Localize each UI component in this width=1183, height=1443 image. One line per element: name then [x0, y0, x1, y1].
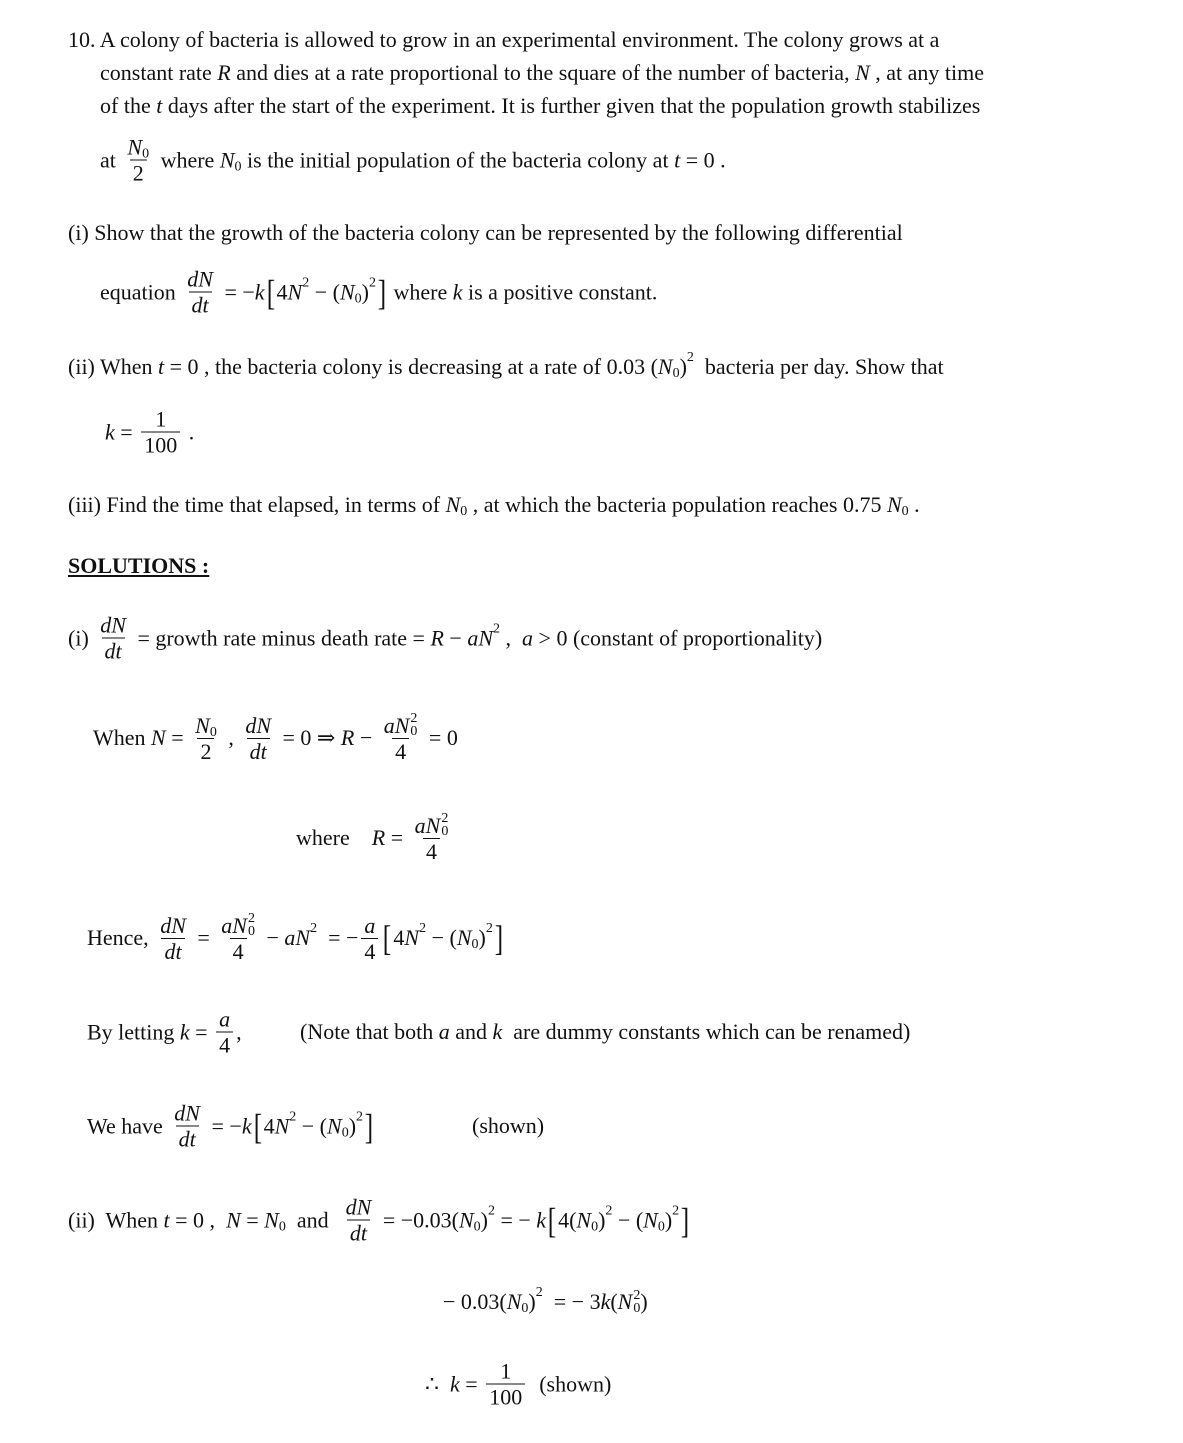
math-variable: aN: [467, 625, 494, 650]
math-variable: aN: [383, 712, 410, 738]
text-run: Hence,: [87, 925, 155, 950]
solution-note: [300, 1019, 910, 1045]
math-variable: k: [536, 1207, 547, 1232]
math-variable: k: [450, 1371, 460, 1396]
text-run: (shown): [472, 1113, 545, 1138]
text-run: = 0 .: [680, 147, 726, 172]
part-i-question: [68, 220, 903, 246]
superscript: 2: [441, 811, 449, 826]
text-run: = −: [205, 1113, 242, 1138]
part-iii-question: [68, 492, 920, 518]
text-run: 4: [276, 279, 288, 304]
text-run: 4: [263, 1113, 275, 1138]
text-run: =: [459, 1371, 484, 1396]
math-variable: dt: [191, 292, 209, 318]
text-run: .: [183, 419, 195, 444]
math-variable: R: [217, 60, 231, 85]
bracket: ]: [494, 918, 504, 958]
text-run: −: [354, 725, 378, 750]
text-run: 10. A colony of bacteria is allowed to grow in an experimental environment. The colony grows at a: [68, 27, 940, 52]
shown-label: [472, 1113, 544, 1139]
solution-line: [425, 1359, 611, 1410]
denominator: [247, 738, 270, 764]
math-variable: aN: [284, 925, 311, 950]
math-variable: R: [430, 625, 444, 650]
numerator: [124, 135, 152, 160]
math-variable: k: [600, 1289, 611, 1314]
superscript: 2: [686, 350, 694, 365]
text-run: and: [285, 1207, 340, 1232]
solution-line: [296, 812, 454, 864]
fraction: [381, 712, 421, 764]
text-run: ): [361, 279, 369, 304]
text-run: =: [114, 419, 139, 444]
superscript: 2: [310, 921, 318, 936]
text-run: = 0 ⇒: [277, 725, 341, 750]
denominator: [423, 838, 440, 864]
math-variable: N: [576, 1207, 592, 1232]
fraction: [141, 407, 180, 458]
solution-line: [68, 613, 822, 664]
part-ii-question: [68, 350, 944, 381]
sub-superscript: [248, 912, 255, 938]
math-variable: a: [364, 912, 376, 938]
numerator: [497, 1359, 514, 1384]
math-variable: dt: [104, 638, 122, 664]
math-variable: dt: [349, 1220, 368, 1246]
math-variable: dt: [178, 1126, 196, 1152]
text-run: days after the start of the experiment. It is further given that the population growth stabilizes: [162, 93, 981, 118]
math-variable: t: [674, 147, 681, 172]
math-variable: N: [855, 60, 870, 85]
part-ii-k-value: [105, 407, 194, 458]
text-run: , at any time: [869, 60, 985, 85]
superscript: 2: [302, 275, 310, 290]
math-variable: N: [127, 134, 143, 160]
subscript: 0: [341, 1125, 349, 1140]
question-line: [100, 135, 726, 186]
numerator: [157, 913, 189, 938]
text-run: (i): [68, 625, 95, 650]
superscript: 2: [419, 921, 427, 936]
math-variable: N: [219, 147, 235, 172]
text-run: (iii) Find the time that elapsed, in terms of: [68, 492, 446, 517]
fraction: [171, 1101, 203, 1152]
math-variable: N: [274, 1113, 290, 1138]
fraction: [412, 812, 452, 864]
superscript: 2: [356, 1109, 364, 1124]
superscript: 2: [493, 621, 501, 636]
denominator: [161, 938, 184, 964]
math-variable: N: [327, 1113, 342, 1138]
subscript: 0: [142, 146, 150, 162]
math-variable: N: [226, 1207, 241, 1232]
text-run: equation: [100, 279, 182, 304]
superscript: 2: [672, 1203, 680, 1218]
math-variable: aN: [414, 812, 441, 838]
superscript: 2: [410, 711, 418, 726]
math-variable: N: [404, 925, 420, 950]
fraction: [486, 1359, 525, 1410]
math-variable: R: [340, 725, 355, 750]
subscript: 0: [247, 924, 255, 939]
text-run: = 0 ,: [169, 1207, 227, 1232]
text-run: (i) Show that the growth of the bacteria colony can be represented by the following differential: [68, 220, 903, 245]
text-run: ): [480, 1207, 488, 1232]
numerator: [97, 613, 129, 638]
part-i-equation: [100, 267, 657, 318]
question-line: [100, 60, 984, 86]
math-variable: a: [219, 1006, 231, 1032]
subscript: 0: [471, 937, 479, 952]
numerator: [343, 1195, 375, 1220]
bracket: [: [253, 1106, 262, 1146]
numerator: [192, 713, 220, 738]
numerator: [242, 713, 274, 738]
subscript: 0: [410, 724, 418, 739]
fraction: [218, 912, 258, 964]
superscript: 2: [247, 911, 255, 926]
text-run: constant rate: [100, 60, 218, 85]
denominator: [176, 1126, 199, 1152]
text-run: − 0.03(: [443, 1289, 507, 1314]
sub-superscript: [633, 1289, 640, 1315]
bracket: [: [547, 1200, 557, 1240]
text-run: − (: [426, 925, 457, 950]
solution-line: [68, 1195, 691, 1246]
text-run: = −: [218, 279, 255, 304]
solution-line: [443, 1285, 648, 1316]
solutions-heading: SOLUTIONS :: [68, 553, 210, 578]
text-run: =: [385, 825, 409, 850]
text-run: 1: [500, 1358, 512, 1384]
question-line: [68, 27, 939, 53]
math-variable: a: [438, 1019, 450, 1044]
text-run: .: [908, 492, 920, 517]
math-variable: N: [506, 1289, 522, 1314]
numerator: [412, 812, 452, 838]
text-run: = −: [494, 1207, 537, 1232]
text-run: ,: [236, 1019, 242, 1044]
text-run: (Note that both: [300, 1019, 439, 1044]
bracket: ]: [377, 272, 387, 312]
fraction: [343, 1195, 375, 1246]
text-run: , at which the bacteria population reaches 0.75: [467, 492, 887, 517]
denominator: [141, 432, 180, 458]
text-run: By letting: [87, 1019, 180, 1044]
math-variable: N: [287, 279, 303, 304]
text-run: ,: [222, 725, 240, 750]
numerator: [218, 912, 258, 938]
subscript: 0: [521, 1301, 529, 1316]
text-run: 4(: [558, 1207, 577, 1232]
superscript: 2: [633, 1288, 641, 1303]
math-variable: N: [643, 1207, 658, 1232]
denominator: [361, 938, 378, 964]
text-run: = 0: [423, 725, 458, 750]
text-run: 4: [219, 1032, 231, 1058]
fraction: [361, 913, 378, 964]
text-run: is a positive constant.: [462, 279, 658, 304]
text-run: of the: [100, 93, 157, 118]
text-run: ,: [500, 625, 523, 650]
text-run: ): [664, 1207, 673, 1232]
text-run: are dummy constants which can be renamed): [502, 1019, 911, 1044]
question-line: [100, 93, 980, 119]
solution-line: [87, 1007, 242, 1058]
math-variable: N: [195, 712, 210, 738]
denominator: [216, 1032, 233, 1058]
fraction: [216, 1007, 233, 1058]
text-run: = − 3: [542, 1289, 601, 1314]
text-run: ): [640, 1289, 648, 1314]
text-run: (: [610, 1289, 618, 1314]
text-run: 100: [489, 1384, 523, 1410]
numerator: [152, 407, 169, 432]
math-variable: dN: [160, 912, 186, 938]
math-variable: N: [617, 1289, 633, 1314]
fraction: [157, 913, 189, 964]
text-run: ): [598, 1207, 606, 1232]
math-variable: dt: [249, 738, 267, 764]
text-run: 1: [155, 406, 167, 432]
text-run: − (: [296, 1113, 327, 1138]
text-run: 4: [364, 938, 376, 964]
text-run: When: [93, 725, 152, 750]
bracket: ]: [680, 1200, 690, 1240]
sub-superscript: [441, 812, 448, 838]
subscript: 0: [901, 504, 909, 519]
math-variable: dN: [100, 612, 126, 638]
subscript: 0: [209, 724, 217, 740]
numerator: [381, 712, 421, 738]
text-run: = growth rate minus death rate =: [131, 625, 431, 650]
math-variable: aN: [221, 912, 247, 938]
text-run: where: [155, 147, 220, 172]
text-run: =: [165, 725, 190, 750]
text-run: where: [296, 825, 372, 850]
text-run: bacteria per day. Show that: [693, 354, 944, 379]
denominator: [486, 1384, 525, 1410]
superscript: 2: [368, 275, 376, 290]
math-variable: a: [522, 625, 534, 650]
superscript: 2: [535, 1285, 543, 1300]
solution-line: [93, 712, 458, 764]
math-variable: k: [492, 1019, 503, 1044]
text-run: (shown): [528, 1371, 612, 1396]
math-variable: N: [151, 725, 166, 750]
text-run: − (: [309, 279, 340, 304]
text-run: =: [191, 925, 216, 950]
subscript: 0: [657, 1219, 665, 1234]
text-run: and dies at a rate proportional to the square of the number of bacteria,: [230, 60, 856, 85]
superscript: 2: [605, 1203, 613, 1218]
bracket: ]: [364, 1106, 374, 1146]
text-run: > 0 (constant of proportionality): [533, 625, 823, 650]
superscript: 2: [487, 1203, 495, 1218]
superscript: 2: [289, 1109, 297, 1124]
math-variable: k: [105, 419, 115, 444]
fraction: [242, 713, 274, 764]
text-run: ∴: [425, 1371, 450, 1396]
math-variable: k: [452, 279, 463, 304]
math-variable: N: [339, 279, 355, 304]
text-run: is the initial population of the bacteria colony at: [241, 147, 675, 172]
math-variable: N: [445, 492, 461, 517]
text-run: ): [528, 1289, 536, 1314]
numerator: [361, 913, 378, 938]
text-run: ): [348, 1113, 357, 1138]
math-variable: dN: [345, 1194, 372, 1220]
text-run: −: [260, 925, 285, 950]
denominator: [230, 938, 247, 964]
denominator: [102, 638, 125, 664]
text-run: − (: [612, 1207, 644, 1232]
denominator: [189, 292, 212, 318]
math-variable: dt: [164, 938, 182, 964]
text-run: 2: [132, 160, 144, 186]
solution-line: [87, 912, 505, 964]
text-run: = 0 , the bacteria colony is decreasing at a rate of 0.03 (: [164, 354, 658, 379]
subscript: 0: [278, 1219, 286, 1234]
math-variable: dN: [245, 712, 272, 738]
subscript: 0: [460, 504, 468, 519]
numerator: [184, 267, 216, 292]
math-variable: R: [371, 825, 386, 850]
math-variable: dN: [174, 1100, 200, 1126]
text-run: and: [449, 1019, 493, 1044]
fraction: [192, 713, 220, 764]
math-variable: N: [657, 354, 673, 379]
text-run: = −: [317, 925, 359, 950]
math-variable: t: [156, 93, 163, 118]
denominator: [392, 738, 409, 764]
text-run: 2: [200, 738, 212, 764]
math-variable: k: [179, 1019, 190, 1044]
solution-line: [87, 1101, 375, 1152]
superscript: 2: [485, 921, 493, 936]
text-run: −: [443, 625, 468, 650]
text-run: 4: [393, 925, 405, 950]
math-variable: t: [163, 1207, 170, 1232]
subscript: 0: [441, 824, 449, 839]
math-variable: N: [458, 1207, 474, 1232]
text-run: (ii) When: [68, 354, 159, 379]
sub-superscript: [410, 712, 417, 738]
text-run: ): [679, 354, 687, 379]
math-variable: k: [254, 279, 265, 304]
math-variable: N: [456, 925, 472, 950]
text-run: 100: [144, 432, 178, 458]
numerator: [171, 1101, 203, 1126]
text-run: We have: [87, 1113, 169, 1138]
text-run: 4: [395, 739, 407, 764]
fraction: [184, 267, 216, 318]
numerator: [216, 1007, 233, 1032]
text-run: where: [387, 279, 453, 304]
text-run: 4: [232, 939, 244, 964]
text-run: at: [100, 147, 122, 172]
bracket: [: [383, 918, 392, 958]
text-run: =: [240, 1207, 265, 1232]
subscript: 0: [633, 1301, 641, 1316]
math-variable: t: [158, 354, 165, 379]
subscript: 0: [473, 1219, 481, 1234]
subscript: 0: [672, 366, 680, 381]
fraction: [124, 135, 152, 186]
text-run: ): [478, 925, 486, 950]
text-run: (ii) When: [68, 1207, 164, 1232]
math-variable: k: [241, 1113, 252, 1138]
text-run: =: [189, 1019, 214, 1044]
math-variable: dN: [187, 266, 213, 292]
math-variable: N: [886, 492, 902, 517]
subscript: 0: [234, 159, 242, 174]
math-variable: N: [264, 1207, 279, 1232]
bracket: [: [266, 272, 275, 312]
fraction: [97, 613, 129, 664]
text-run: = −0.03(: [377, 1207, 459, 1232]
subscript: 0: [354, 291, 362, 306]
subscript: 0: [591, 1219, 599, 1234]
denominator: [347, 1220, 370, 1246]
text-run: 4: [425, 839, 437, 864]
